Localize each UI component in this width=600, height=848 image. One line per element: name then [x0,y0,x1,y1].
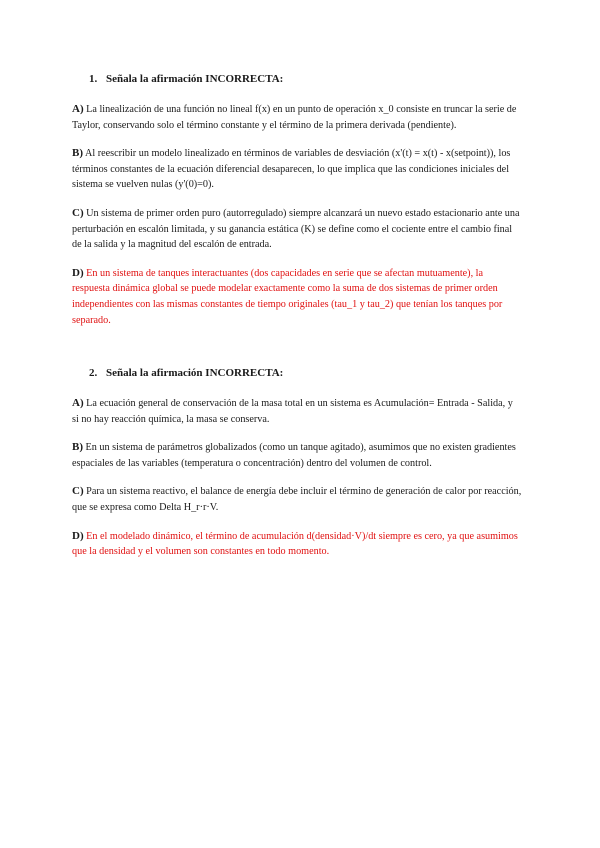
option-d-highlighted [72,529,522,560]
option-b [72,440,522,471]
question-number: 2. [89,367,98,379]
option-letter: B) [72,441,83,454]
option-b [72,146,522,193]
option-text: En un sistema de tanques interactuantes (dos capacidades en serie que se afectan mutuamente), la respuesta dinámica global se puede modelar exactamente como la suma de dos sistemas de primer orden independientes con las mismas constantes de tiempo originales (tau_1 y tau_2) que tenían los tanques por separado. [72,267,503,326]
option-text: En un sistema de parámetros globalizados (como un tanque agitado), asumimos que no existen gradientes espaciales de las variables (temperatura o concentración) dentro del volumen de control. [72,442,516,469]
option-text: Para un sistema reactivo, el balance de energía debe incluir el término de generación de calor por reacción, que se expresa como Delta H_r·r·V. [72,486,522,513]
option-letter: A) [72,103,84,115]
question-2 [72,366,522,560]
question-number: 1. [89,73,98,85]
option-letter: B) [72,147,83,160]
question-heading [89,72,522,86]
option-letter: D) [72,529,84,542]
option-letter: A) [72,397,84,409]
question-title: Señala la afirmación INCORRECTA: [106,367,284,379]
option-d-highlighted [72,266,522,328]
option-c [72,206,522,253]
option-letter: D) [72,266,84,279]
option-text: En el modelado dinámico, el término de acumulación d(densidad·V)/dt siempre es cero, ya que asumimos que la densidad y el volumen son constantes en todo momento. [72,530,518,558]
option-a [72,102,522,133]
option-text: Al reescribir un modelo linealizado en términos de variables de desviación (x'(t) = x(t) - x(setpoint)), los términos constantes de la ecuación diferencial desaparecen, lo que implica que las condiciones iniciales del sistema se vuelven nulas (y'(0)=0). [72,148,511,191]
question-heading [89,366,522,380]
option-a [72,396,522,427]
option-letter: C) [72,485,84,498]
option-text: La ecuación general de conservación de la masa total en un sistema es Acumulación= Entrada - Salida, y si no hay reacción química, la masa se conserva. [72,398,513,425]
option-c [72,484,522,515]
question-title: Señala la afirmación INCORRECTA: [106,73,284,85]
question-1 [72,72,522,328]
option-text: La linealización de una función no lineal f(x) en un punto de operación x_0 consiste en truncar la serie de Taylor, conservando solo el término constante y el término de la primera derivada (pendiente). [72,104,517,131]
option-letter: C) [72,206,84,219]
option-text: Un sistema de primer orden puro (autorregulado) siempre alcanzará un nuevo estado estacionario ante una perturbación en escalón limitada, y su ganancia estática (K) se define como el cociente entre el cambio final de la salida y la magnitud del escalón de entrada. [72,207,520,251]
